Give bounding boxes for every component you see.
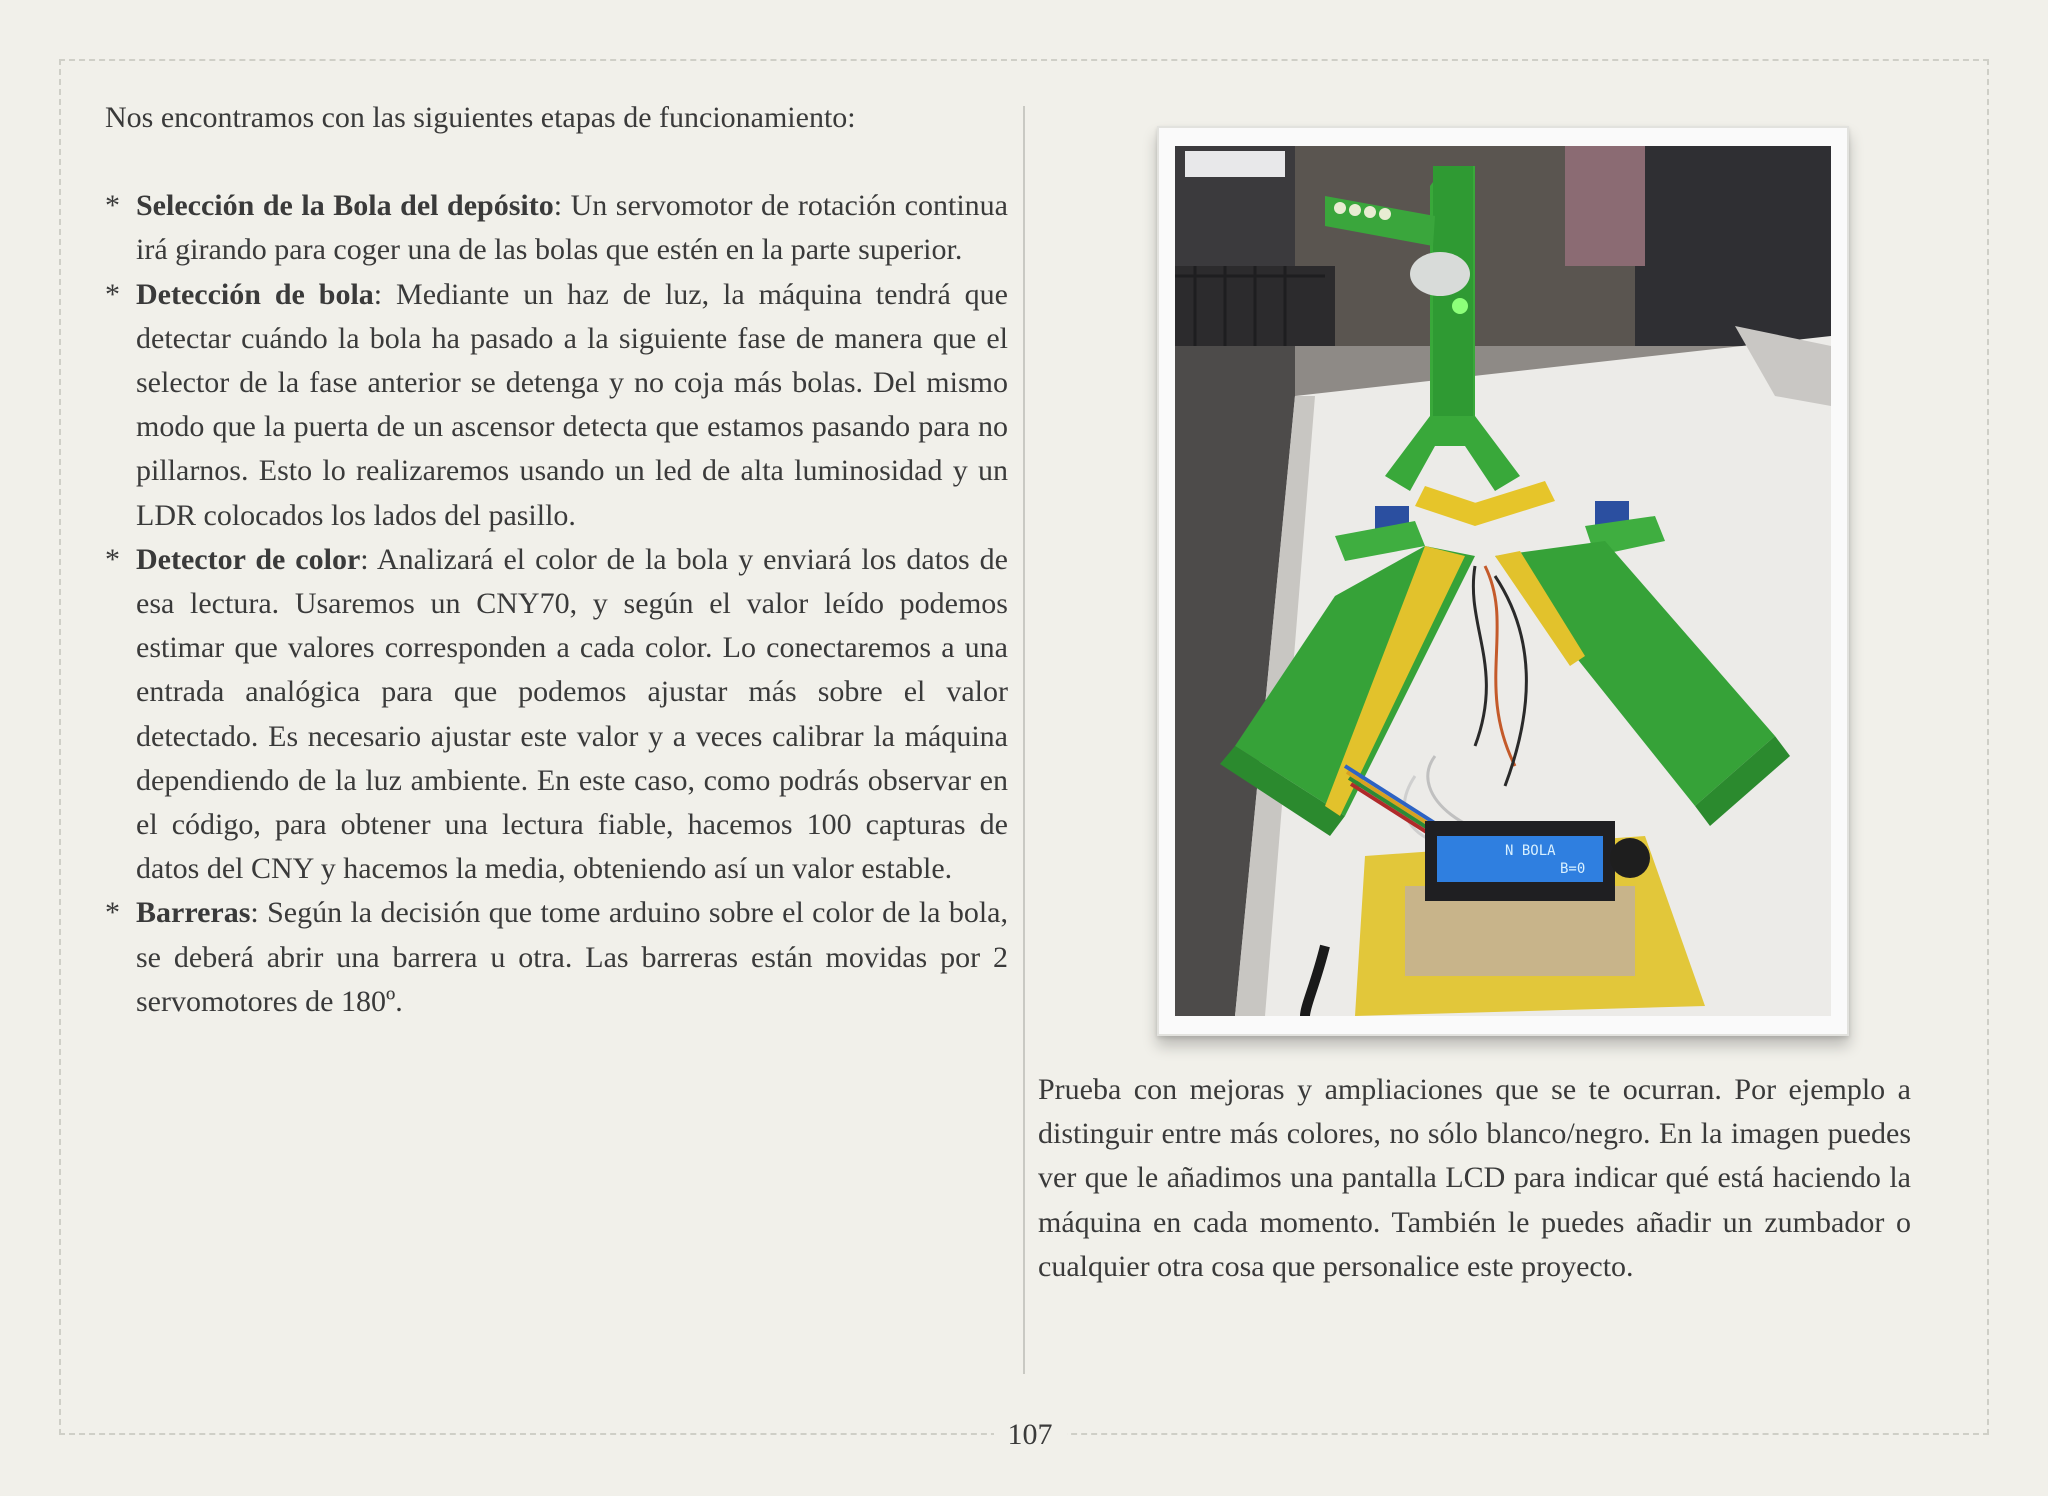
list-item <box>105 538 1008 892</box>
page-number-text: 107 <box>994 1418 1067 1451</box>
stage-description: : Analizará el color de la bola y enviará los datos de esa lectura. Usaremos un CNY70, y según el valor leído podemos estimar que valores corresponden a cada color. Lo conectaremos a una entrada analógica para que podemos ajustar más sobre el valor detectado. Es necesario ajustar este valor y a veces calibrar la máquina dependiendo de la luz ambiente. En este caso, como podrás observar en el código, para obtener una lectura fiable, hacemos 100 capturas de datos del CNY y hacemos la media, obteniendo así un valor estable. <box>136 542 1008 886</box>
lcd-line-2: B=0 <box>1560 861 1586 877</box>
left-column <box>105 96 1008 1024</box>
stage-description: : Mediante un haz de luz, la máquina tendrá que detectar cuándo la bola ha pasado a la siguiente fase de manera que el selector de la fase anterior se detenga y no coja más bolas. Del mismo modo que la puerta de un ascensor detecta que estamos pasando para no pillarnos. Esto lo realizaremos usando un led de alta luminosidad y un LDR colocados los lados del pasillo. <box>136 277 1008 532</box>
stage-description: : Un servomotor de rotación continua irá girando para coger una de las bolas que estén en la parte superior. <box>136 189 1008 267</box>
bullet-icon: * <box>105 277 120 311</box>
stage-title: Detección de bola <box>136 277 374 311</box>
stage-title: Barreras <box>136 896 251 930</box>
bullet-icon: * <box>105 189 120 223</box>
bullet-icon: * <box>105 542 120 576</box>
list-item <box>105 273 1008 538</box>
list-item <box>105 891 1008 1024</box>
column-divider <box>1023 106 1025 1374</box>
right-paragraph: Prueba con mejoras y ampliaciones que se te ocurran. Por ejemplo a distinguir entre más colores, no sólo blanco/negro. En la imagen puedes ver que le añadimos una pantalla LCD para indicar qué está haciendo la máquina en cada momento. También le puedes añadir un zumbador o cualquier otra cosa que personalice este proyecto. <box>1038 1073 1911 1283</box>
bullet-icon: * <box>105 896 120 930</box>
lcd-line-1: N BOLA <box>1505 843 1556 859</box>
sorting-machine-photo <box>1175 146 1831 1016</box>
intro-paragraph: Nos encontramos con las siguientes etapas de funcionamiento: <box>105 101 856 134</box>
list-item <box>105 184 1008 272</box>
stages-list <box>105 184 1008 1024</box>
page-number <box>0 1418 2048 1452</box>
stage-description: : Según la decisión que tome arduino sobre el color de la bola, se deberá abrir una barrera u otra. Las barreras están movidas por 2 servomotores de 180º. <box>136 896 1008 1018</box>
stage-title: Detector de color <box>136 542 361 576</box>
stage-title: Selección de la Bola del depósito <box>136 189 554 223</box>
photo-frame <box>1157 126 1849 1036</box>
